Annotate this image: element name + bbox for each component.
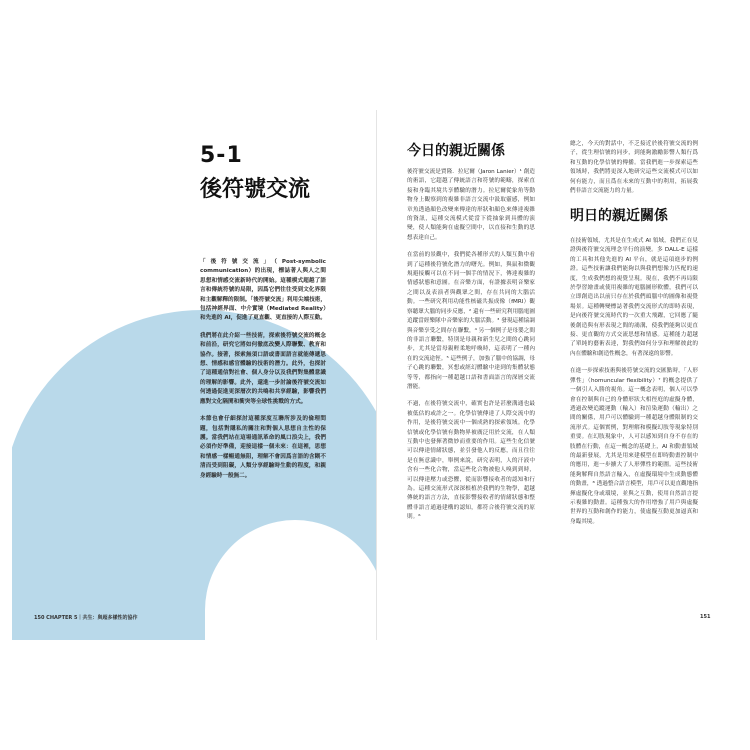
right-paragraph: 在當前的景觀中，我們從各種形式的人類互動中看到了這種後符號化潛力的曙光。例如，與鼠和微觀規避接觸可以在不同一個手的情況下，傳達複雜的情感狀態和意圖。在音樂方面，有證據表明音樂家之間以及表演者與觀眾之間，存在共同的大腦活動。一些研究利用功能性核磁共振成像（fMRI）觀察聽眾大腦的同步反應，² 還有一些研究利用腦電圖追蹤當經樂隊中音樂家的大腦活動。³ 發現這種協調與音樂享受之間存在聯繫，⁴ 另一個例子是母嬰之間的非語言聯繫，特別是母親和新生兒之間的心跳同步，尤其是當母親輕柔地呼喚時，這表明了一種內在的交流途徑。⁵ 這些例子，加強了腦中的協調，母子心跳的聯繫，冥想或經幻體驗中達到的集體狀態等等，都指向一種超越口語和書面語言的深層交流潛能。 xyxy=(407,252,535,390)
section-heading-today: 今日的親近關係 xyxy=(407,143,505,159)
left-body xyxy=(200,258,326,489)
right-paragraph: 後符號交流是賈隆．拉尼爾（Jaron Lanier）¹ 創造的術語，它超越了傳統語言和符號的範疇，探索直接和身臨其境共享體驗的潛力。拉尼爾從象角等動物身上觀察到的複雜非語言交流中汲取靈感，例如章魚透過顏色改變來傳達的形狀和顏色來傳達複雜的資訊，這種交流模式從當下從抽象到具體的演變，使人類能夠在虛擬空間中，以直接和生動的思想表達自己。 xyxy=(407,169,535,241)
chapter-number: 5-1 xyxy=(200,143,243,168)
right-paragraph: 在進一步探索技術與後符號交流的交匯點時，「人形彈性」（homuncular flexibility）⁷ 的概念提供了一個引人入勝的視角。這一概念表明，個人可以學會在控制與自己的身體形狀大相徑庭的虛擬身體，透過改變追蹤運動（輸入）和渲染運動（輸出）之間的關係，用戶可以體驗到一種超越身體限制的交流形式。這個實例，對理解和模擬幻肢等現象特別重要。在幻肢現象中，人可以感知到自身不存在的肢體在行動，在這一概念的基礎上，AI 和動畫領域的最新發展，尤其是用來建模型在即時動畫控制中的應用，進一步擴大了人形彈性的範圍。這些技術能夠解釋自然語言輸入，在虛擬環境中生成動態體的動畫，⁸ 透過整合語言模型，用戶可以更直觀地指揮虛擬化身或環境，並與之互動，使用自然語言提示複雜的動畫。這種強大的作用增強了用戶與虛擬世界的互動和創作的能力，使虛擬互動更加逼真和身臨其境。 xyxy=(570,368,698,525)
right-paragraph: 在技術領域，尤其是在生成式 AI 領域，我們正在見證與後符號交流理念平行的演變。多 DALL-E 這樣的工具和其他先進的 AI 平台，就是這項進步的例證。這些技術讓我們能夠以與我們想像力匹配的速度，生成我們想的視覺呈現。現在，我們不再局限於學習繪畫或使用複雜的電腦圖形軟體，我們可以立即創造出以前只存在於我們頭腦中的圖像和視覺場景。這種轉變標誌著我們交流形式的即時表現，是向後符號交流時代的一次重大飛躍，它回應了隨後創造與有形表現之間的鴻溝，使我們能夠以更直接、更直觀的方式交流思想和情感。這種能力超越了單純的藝術表達，對我們如何分享和理解彼此的內在體驗和創造性概念，有著深遠的影響。 xyxy=(570,238,698,357)
left-paragraph: 本節也會仔細探討這種深度互聯所涉及的倫理問題，包括對隱私的關注和對個人思想自主性的保護。當我們站在這場通訊革命的風口浪尖上，我們必須作好準備，迎接這樣一個未來：在這裡，思想和情感一樣暢通無阻，理解不會因爲言語的含糊不清而受到阻礙，人類分享經驗時生動的程度，和親身經驗時一般無二。 xyxy=(200,416,326,479)
right-paragraph: 不過，在後符號交流中，確實也許是甚麼溝通也最被低估的或許之一。化學信號傳達了人際交流中的作用，是後符號交流中一個成熟的探索領域。化學信號或化學信號有動物界被廣泛用於交流，在人類互動中也發揮著微妙而重要的作用。這些生化信號可以傳達情緒狀態，並引發他人的反應，而且往往是在無意識中，舉例來說，研究表明，人的汗液中含有一些化合物，當這些化合物被他人嗅到到時，可以傳達壓力或恐懼，從而影響接收者的認知和行為。這種交流形式深深根植於我們的生物學，超越傳統的語言方法，直接影響接收者的情緒狀態和整體非語言通過建構的認知，都符合後符號交流的原則。⁶ xyxy=(407,401,535,521)
left-footer: 150 CHAPTER 5｜共生：與超多樣性的協作 xyxy=(34,615,138,621)
right-column-1 xyxy=(407,168,535,531)
right-footer: 151 xyxy=(700,614,711,620)
left-paragraph: 我們將在此介紹一些技術，探索後符號交流的概念和前沿，研究它將如何徹底改變人際聯繫、教育和協作。接著，探索無須口語或書面語言就能傳遞思想、情感和感官體驗的技術的潛力。此外，也探討了這種通信對社會、個人身分以及我們對集體意識的理解的影響。此外，還進一步討論後符號交流如何透過促進更深層次的共鳴和共享經驗，影響我們應對文化隔閡和衝突等全球性挑戰的方式。 xyxy=(200,332,326,405)
left-paragraph: 「後符號交流」（Post-symbolic communication）的出現，標誌著人與人之間思想和情感交流新時代的開始。這種模式超越了語言和傳統符號的局限，因爲它們往往受到文化界限和主觀解釋的限制。「後符號交流」利用尖端技術，包括神經界面、中介實境（Mediated Reality）和先進的 AI，促進了更直觀、更直接的人際互動。 xyxy=(200,259,326,322)
right-column-2-lead xyxy=(570,140,698,204)
chapter-title: 後符號交流 xyxy=(200,177,311,202)
section-heading-tomorrow: 明日的親近關係 xyxy=(570,208,668,224)
right-paragraph: 總之，今天的對話中，不乏接近於後符號交流的例子，從生理信號的同步，到能夠激勵影響人類行爲和互動的化學信號的傳播。當我們進一步探索這些領域時，我們將更深入地研究這些交流模式可以如何有能力，而且爲在未來的互動中的利用，拓展我們非語言交流能力的力量。 xyxy=(570,141,698,195)
right-column-2 xyxy=(570,237,698,535)
